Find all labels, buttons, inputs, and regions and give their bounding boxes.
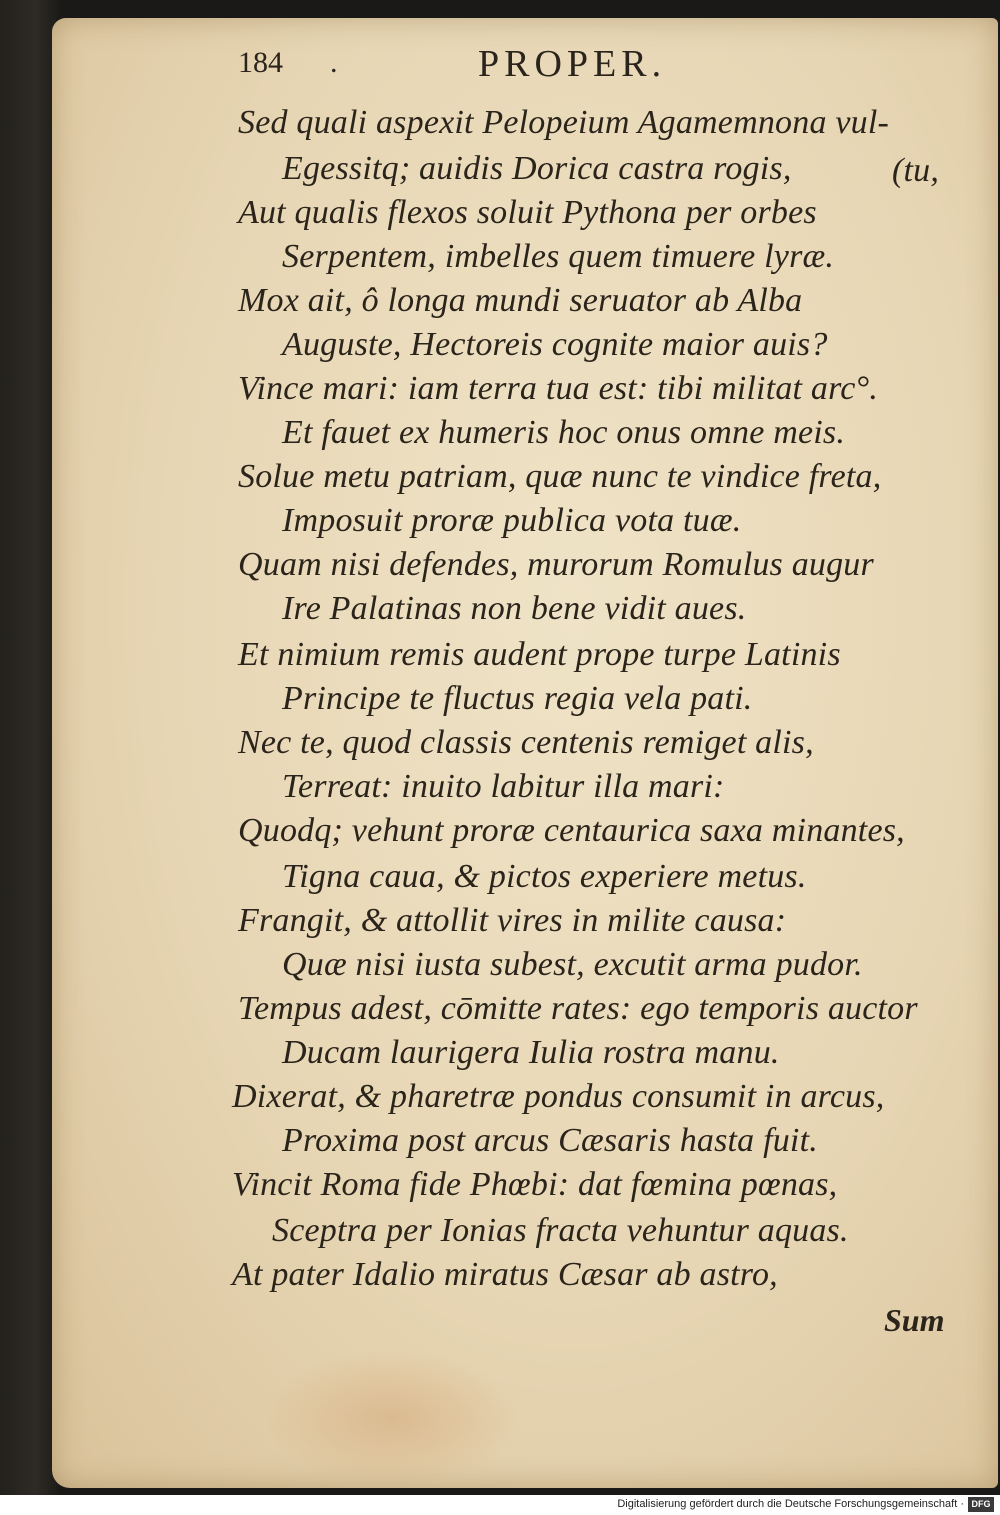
verse-line: Proxima post arcus Cæsaris hasta fuit. [282, 1122, 818, 1159]
verse-line: Mox ait, ô longa mundi seruator ab Alba [238, 282, 803, 319]
verse-line: Nec te, quod classis centenis remiget alis, [238, 724, 814, 761]
verse-line: Quodq; vehunt proræ centaurica saxa minantes, [238, 812, 905, 849]
verse-line: Tigna caua, & pictos experiere metus. [282, 858, 807, 895]
verse-line: Egessitq; auidis Dorica castra rogis, [282, 150, 792, 187]
verse-line: Tempus adest, cōmitte rates: ego temporis auctor [238, 990, 918, 1027]
verse-line: Terreat: inuito labitur illa mari: [282, 768, 725, 805]
page-number: 184 [238, 46, 283, 79]
verse-line: Vincit Roma fide Phœbi: dat fœmina pœnas, [232, 1166, 838, 1203]
page-header [238, 38, 958, 88]
verse-line: Dixerat, & pharetræ pondus consumit in arcus, [232, 1078, 885, 1115]
funding-credit: Digitalisierung gefördert durch die Deutsche Forschungsgemeinschaft · [617, 1498, 964, 1510]
verse-line: Vince mari: iam terra tua est: tibi militat arc°. [238, 370, 879, 407]
verse-line: Sed quali aspexit Pelopeium Agamemnona vul- [238, 104, 889, 141]
verse-line: Auguste, Hectoreis cognite maior auis? [282, 326, 828, 363]
verse-line: Ducam laurigera Iulia rostra manu. [282, 1034, 780, 1071]
verse-line-turnover: (tu, [892, 152, 940, 189]
digitization-footer [0, 1495, 1000, 1515]
verse-line: Et nimium remis audent prope turpe Latinis [238, 636, 841, 673]
verse-line: Et fauet ex humeris hoc onus omne meis. [282, 414, 846, 451]
verse-line: Ire Palatinas non bene vidit aues. [282, 590, 747, 627]
verse-line: Quæ nisi iusta subest, excutit arma pudor. [282, 946, 863, 983]
verse-line: Serpentem, imbelles quem timuere lyræ. [282, 238, 835, 275]
verse-line: Quam nisi defendes, murorum Romulus augur [238, 546, 874, 583]
page-stain [262, 1348, 522, 1488]
verse-line: Sceptra per Ionias fracta vehuntur aquas. [272, 1212, 849, 1249]
verse-line: Frangit, & attollit vires in milite causa: [238, 902, 787, 939]
running-head: PROPER. [478, 43, 667, 85]
facing-page-edge [0, 0, 60, 1495]
catchword: Sum [884, 1302, 945, 1338]
dfg-logo-icon: DFG [968, 1497, 994, 1512]
verse-line: Principe te fluctus regia vela pati. [282, 680, 753, 717]
verse-line: Imposuit proræ publica vota tuæ. [282, 502, 742, 539]
verse-line: Aut qualis flexos soluit Pythona per orbes [238, 194, 817, 231]
header-dot: . [330, 46, 338, 79]
verse-line: Solue metu patriam, quæ nunc te vindice freta, [238, 458, 882, 495]
verse-line: At pater Idalio miratus Cæsar ab astro, [232, 1256, 778, 1293]
